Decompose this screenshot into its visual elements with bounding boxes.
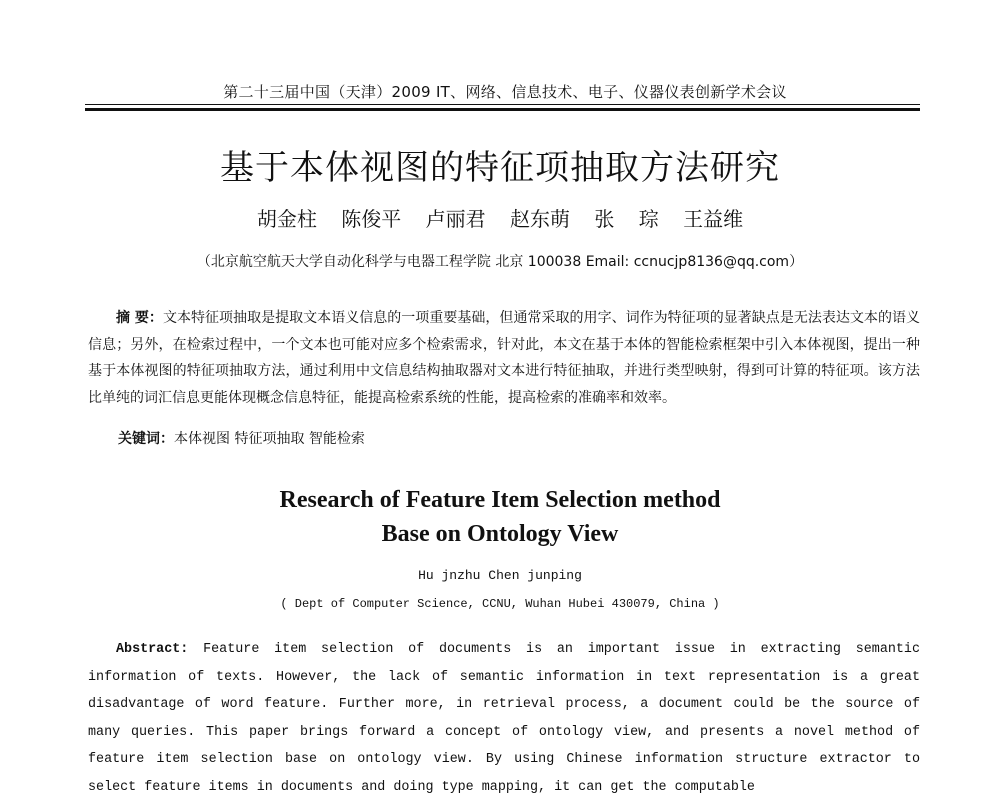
keywords-chinese-text: 本体视图 特征项抽取 智能检索 xyxy=(174,431,365,447)
abstract-chinese-text: 文本特征项抽取是提取文本语义信息的一项重要基础，但通常采取的用字、词作为特征项的显著缺点是无法表达文本的语义信息；另外，在检索过程中，一个文本也可能对应多个检索需求，针对此，本文在基于本体的智能检索框架中引入本体视图，提出一种基于本体视图的特征项抽取方法，通过利用中文信息结构抽取器对文本进行特征抽取，并进行类型映射，得到可计算的特征项。该方法比单纯的词汇信息更能体现概念信息特征，能提高检索系统的性能，提高检索的准确率和效率。 xyxy=(88,310,920,406)
abstract-chinese-label: 摘 要： xyxy=(116,310,163,326)
keywords-chinese xyxy=(118,428,918,448)
title-english-line1: Research of Feature Item Selection method xyxy=(279,487,721,513)
conference-header: 第二十三届中国（天津）2009 IT、网络、信息技术、电子、仪器仪表创新学术会议 xyxy=(223,83,787,101)
abstract-english xyxy=(88,636,920,801)
abstract-chinese xyxy=(88,305,920,411)
keywords-chinese-label: 关键词： xyxy=(118,431,174,447)
header-rule-thick xyxy=(85,108,920,111)
affiliation-chinese: （北京航空航天大学自动化科学与电器工程学院 北京 100038 Email: ccnucjp8136@qq.com） xyxy=(196,254,804,270)
authors-english: Hu jnzhu Chen junping xyxy=(418,568,582,583)
abstract-english-label: Abstract: xyxy=(116,642,189,657)
title-english-line2: Base on Ontology View xyxy=(381,521,619,547)
abstract-english-text: Feature item selection of documents is an important issue in extracting semantic information of texts. However, the lack of semantic information in text representation is a great disadvantage of word feature. Further more, in retrieval process, a document could be the source of many queries. This paper brings forward a concept of ontology view, and presents a novel method of feature item selection base on ontology view. By using Chinese information structure extractor to select feature items in documents and doing type mapping, it can get the computable xyxy=(88,642,920,795)
header-rule-thin xyxy=(85,104,920,105)
affiliation-english: ( Dept of Computer Science, CCNU, Wuhan Hubei 430079, China ) xyxy=(280,597,720,611)
authors-chinese: 胡金柱 陈俊平 卢丽君 赵东萌 张 琮 王益维 xyxy=(256,207,744,231)
title-chinese: 基于本体视图的特征项抽取方法研究 xyxy=(220,148,780,188)
title-english xyxy=(0,483,1000,551)
